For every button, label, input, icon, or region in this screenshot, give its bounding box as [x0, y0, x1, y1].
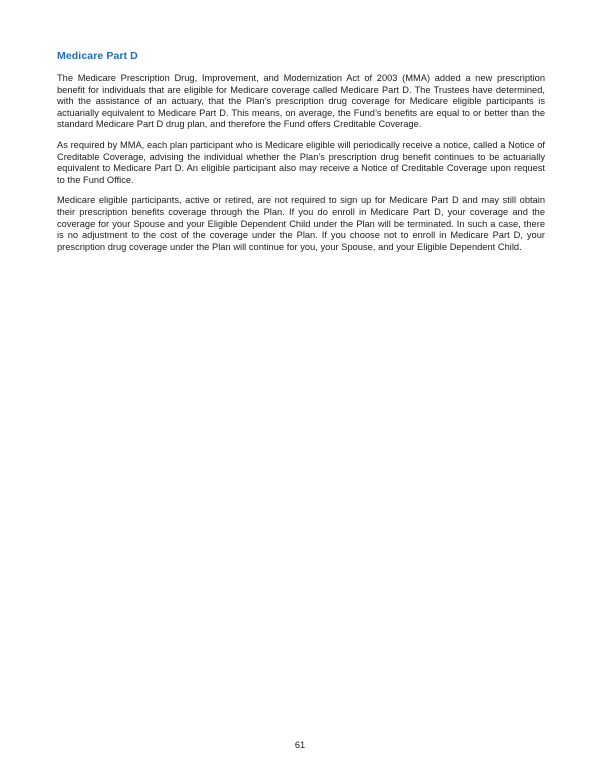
- paragraph-notice-of-creditable-coverage: As required by MMA, each plan participant who is Medicare eligible will periodically receive a notice, called a Notice of Creditable Coverage, advising the individual whether the Plan’s prescription drug benefit continues to be actuarially equivalent to Medicare Part D. An eligible participant also may receive a Notice of Creditable Coverage upon request to the Fund Office.: [57, 139, 545, 185]
- paragraph-creditable-coverage-determination: The Medicare Prescription Drug, Improvement, and Modernization Act of 2003 (MMA) added a new prescription benefit for individuals that are eligible for Medicare coverage called Medicare Part D. The Trustees have determined, with the assistance of an actuary, that the Plan’s prescription drug coverage for Medicare eligible participants is actuarially equivalent to Medicare Part D. This means, on average, the Fund’s benefits are equal to or better than the standard Medicare Part D drug plan, and therefore the Fund offers Creditable Coverage.: [57, 73, 545, 130]
- page-number: 61: [294, 740, 306, 750]
- section-heading-medicare-part-d: Medicare Part D: [57, 50, 138, 62]
- page-content: [57, 50, 545, 253]
- paragraph-enrollment-effects: Medicare eligible participants, active or retired, are not required to sign up for Medicare Part D and may still obtain their prescription benefits coverage through the Plan. If you do enroll in Medicare Part D, your coverage and the coverage for your Spouse and your Eligible Dependent Child under the Plan will be terminated. In such a case, there is no adjustment to the cost of the coverage under the Plan. If you choose not to enroll in Medicare Part D, your prescription drug coverage under the Plan will continue for you, your Spouse, and your Eligible Dependent Child.: [57, 195, 545, 252]
